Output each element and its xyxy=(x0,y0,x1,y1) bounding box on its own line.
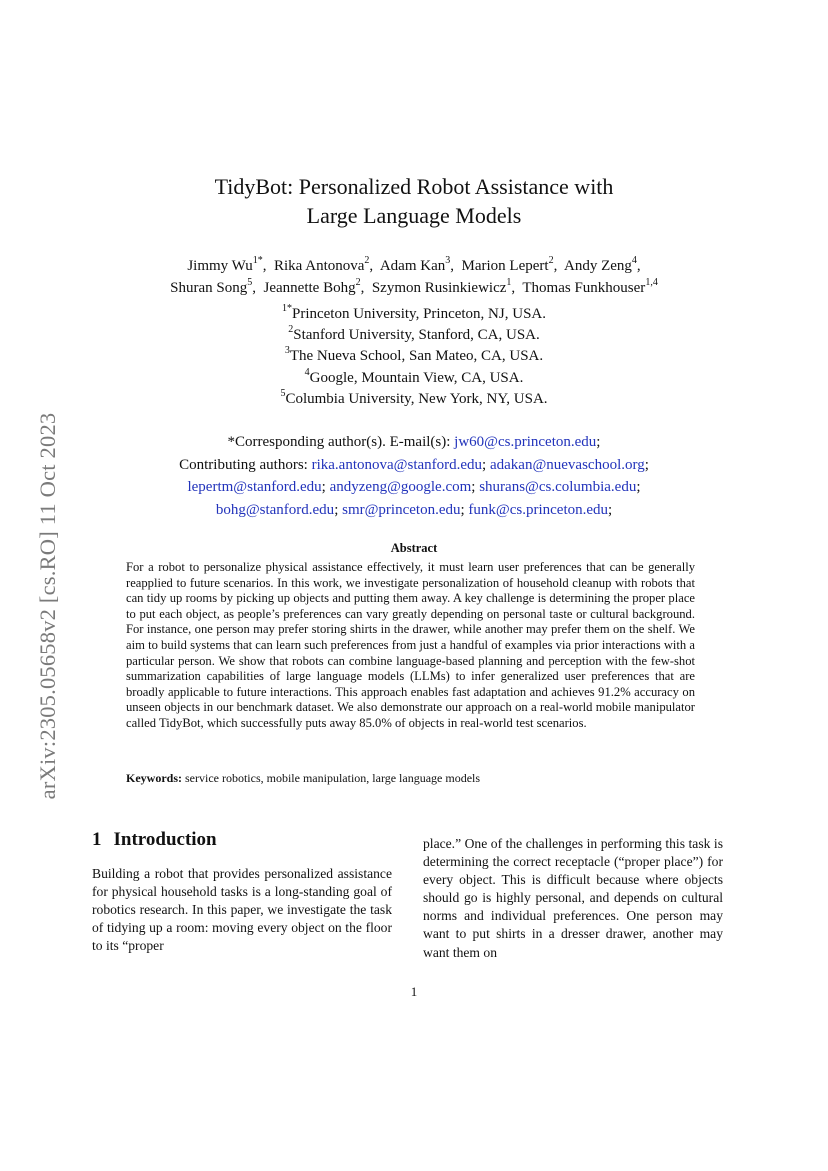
section-heading xyxy=(92,829,217,851)
arxiv-stamp: arXiv:2305.05658v2 [cs.RO] 11 Oct 2023 xyxy=(35,412,60,800)
contact-info xyxy=(0,431,828,521)
corresponding-email-link[interactable]: jw60@cs.princeton.edu xyxy=(454,434,597,450)
title-line-1: TidyBot: Personalized Robot Assistance with xyxy=(214,174,614,199)
affiliation: $^3$The Nueva School, San Mateo, CA, USA. xyxy=(284,345,544,365)
author: Thomas Funkhouser$^{1,4}$ xyxy=(522,277,658,296)
contributing-line: lepertm@stanford.edu; andyzeng@google.com; shurans@cs.columbia.edu; xyxy=(187,479,641,495)
section-title: Introduction xyxy=(113,829,217,850)
title-line-2: Large Language Models xyxy=(306,203,522,228)
author: Jimmy $Wu^{1*}$ xyxy=(187,255,263,274)
section-number: 1 xyxy=(92,829,102,850)
abstract-body: For a robot to personalize physical assistance effectively, it must learn user preferences that can be generally reapplied to future scenarios. In this work, we investigate personalization of household cleanup with robots that can tidy up rooms by picking up objects and putting them away. A key challenge is determining the proper place to put each object, as people’s preferences can vary greatly depending on personal taste or cultural background. For instance, one person may prefer storing shirts in the drawer, while another may prefer them on the shelf. We aim to build systems that can learn such preferences from just a handful of examples via prior interactions with a particular person. We show that robots can combine language-based planning and perception with the few-shot summarization capabilities of large language models (LLMs) to infer generalized user preferences that are broadly applicable to future interactions. This approach enables fast adaptation and achieves 91.2% accuracy on unseen objects in our benchmark dataset. We also demonstrate our approach on a real-world mobile manipulator called TidyBot, which successfully puts away 85.0% of objects in real-world test scenarios. xyxy=(126,560,695,730)
email-link[interactable]: lepertm@stanford.edu xyxy=(187,479,322,495)
contributing-line: Contributing authors: rika.antonova@stanford.edu; adakan@nuevaschool.org; xyxy=(179,456,649,473)
affiliations xyxy=(0,304,828,410)
author-list xyxy=(0,255,828,299)
email-link[interactable]: funk@cs.princeton.edu xyxy=(468,501,609,518)
keywords-text: service robotics, mobile manipulation, large language models xyxy=(185,771,481,785)
email-link[interactable]: bohg@stanford.edu xyxy=(215,501,335,518)
abstract-heading: Abstract xyxy=(390,541,438,555)
email-link[interactable]: shurans@cs.columbia.edu xyxy=(479,479,637,495)
author-line-2: Shuran Song$^5$, Jeannette Bohg$^2$, Szymon Rusinkiewicz$^1$, Thomas Funkhouser$^{1,4}$ xyxy=(170,277,658,296)
paper-title xyxy=(0,172,828,230)
contributing-line: bohg@stanford.edu; smr@princeton.edu; funk@cs.princeton.edu; xyxy=(215,501,613,518)
keywords xyxy=(126,771,480,786)
author: Shuran Song$^5$ xyxy=(170,277,253,296)
keywords-label: Keywords: xyxy=(126,771,182,785)
author: Andy Zeng$^4$ xyxy=(564,255,637,274)
email-link[interactable]: andyzeng@google.com xyxy=(329,479,472,495)
email-link[interactable]: rika.antonova@stanford.edu xyxy=(311,456,483,473)
page-number: 1 xyxy=(410,984,418,999)
corresponding-line: *Corresponding author(s). E-mail(s): jw60@cs.princeton.edu; xyxy=(227,434,601,450)
affiliation: $^5$Columbia University, New York, NY, USA. xyxy=(280,387,548,407)
intro-right-column: place.” One of the challenges in performing this task is determining the correct receptacle (“proper place”) for every object. This is difficult because where objects should go is highly personal, and depends on cultural norms and individual preferences. One person may want to put shirts in a dresser drawer, another may want them on xyxy=(423,836,723,960)
author: Marion Lepert$^2$ xyxy=(461,255,554,274)
affiliation: $^{1*}$Princeton University, Princeton, NJ, USA. xyxy=(281,303,546,322)
author: Szymon Rusinkiewicz$^1$ xyxy=(371,277,512,296)
email-link[interactable]: smr@princeton.edu xyxy=(342,501,461,518)
affiliation: $^4$Google, Mountain View, CA, USA. xyxy=(304,366,524,386)
intro-left-column: Building a robot that provides personalized assistance for physical household tasks is a long-standing goal of robotics research. In this paper, we investigate the task of tidying up a room: moving every object on the floor to its “proper xyxy=(92,866,392,954)
affiliation: $^2$Stanford University, Stanford, CA, USA. xyxy=(288,324,540,344)
author-line-1: Jimmy $Wu^{1*}$, Rika Antonova$^2$, Adam Kan$^3$, Marion Lepert$^2$, Andy Zeng$^4$, xyxy=(187,255,641,274)
email-link[interactable]: adakan@nuevaschool.org xyxy=(489,456,645,473)
author: Adam Kan$^3$ xyxy=(379,255,451,274)
author: Jeannette Bohg$^2$ xyxy=(263,277,361,296)
author: Rika Antonova$^2$ xyxy=(273,255,370,274)
